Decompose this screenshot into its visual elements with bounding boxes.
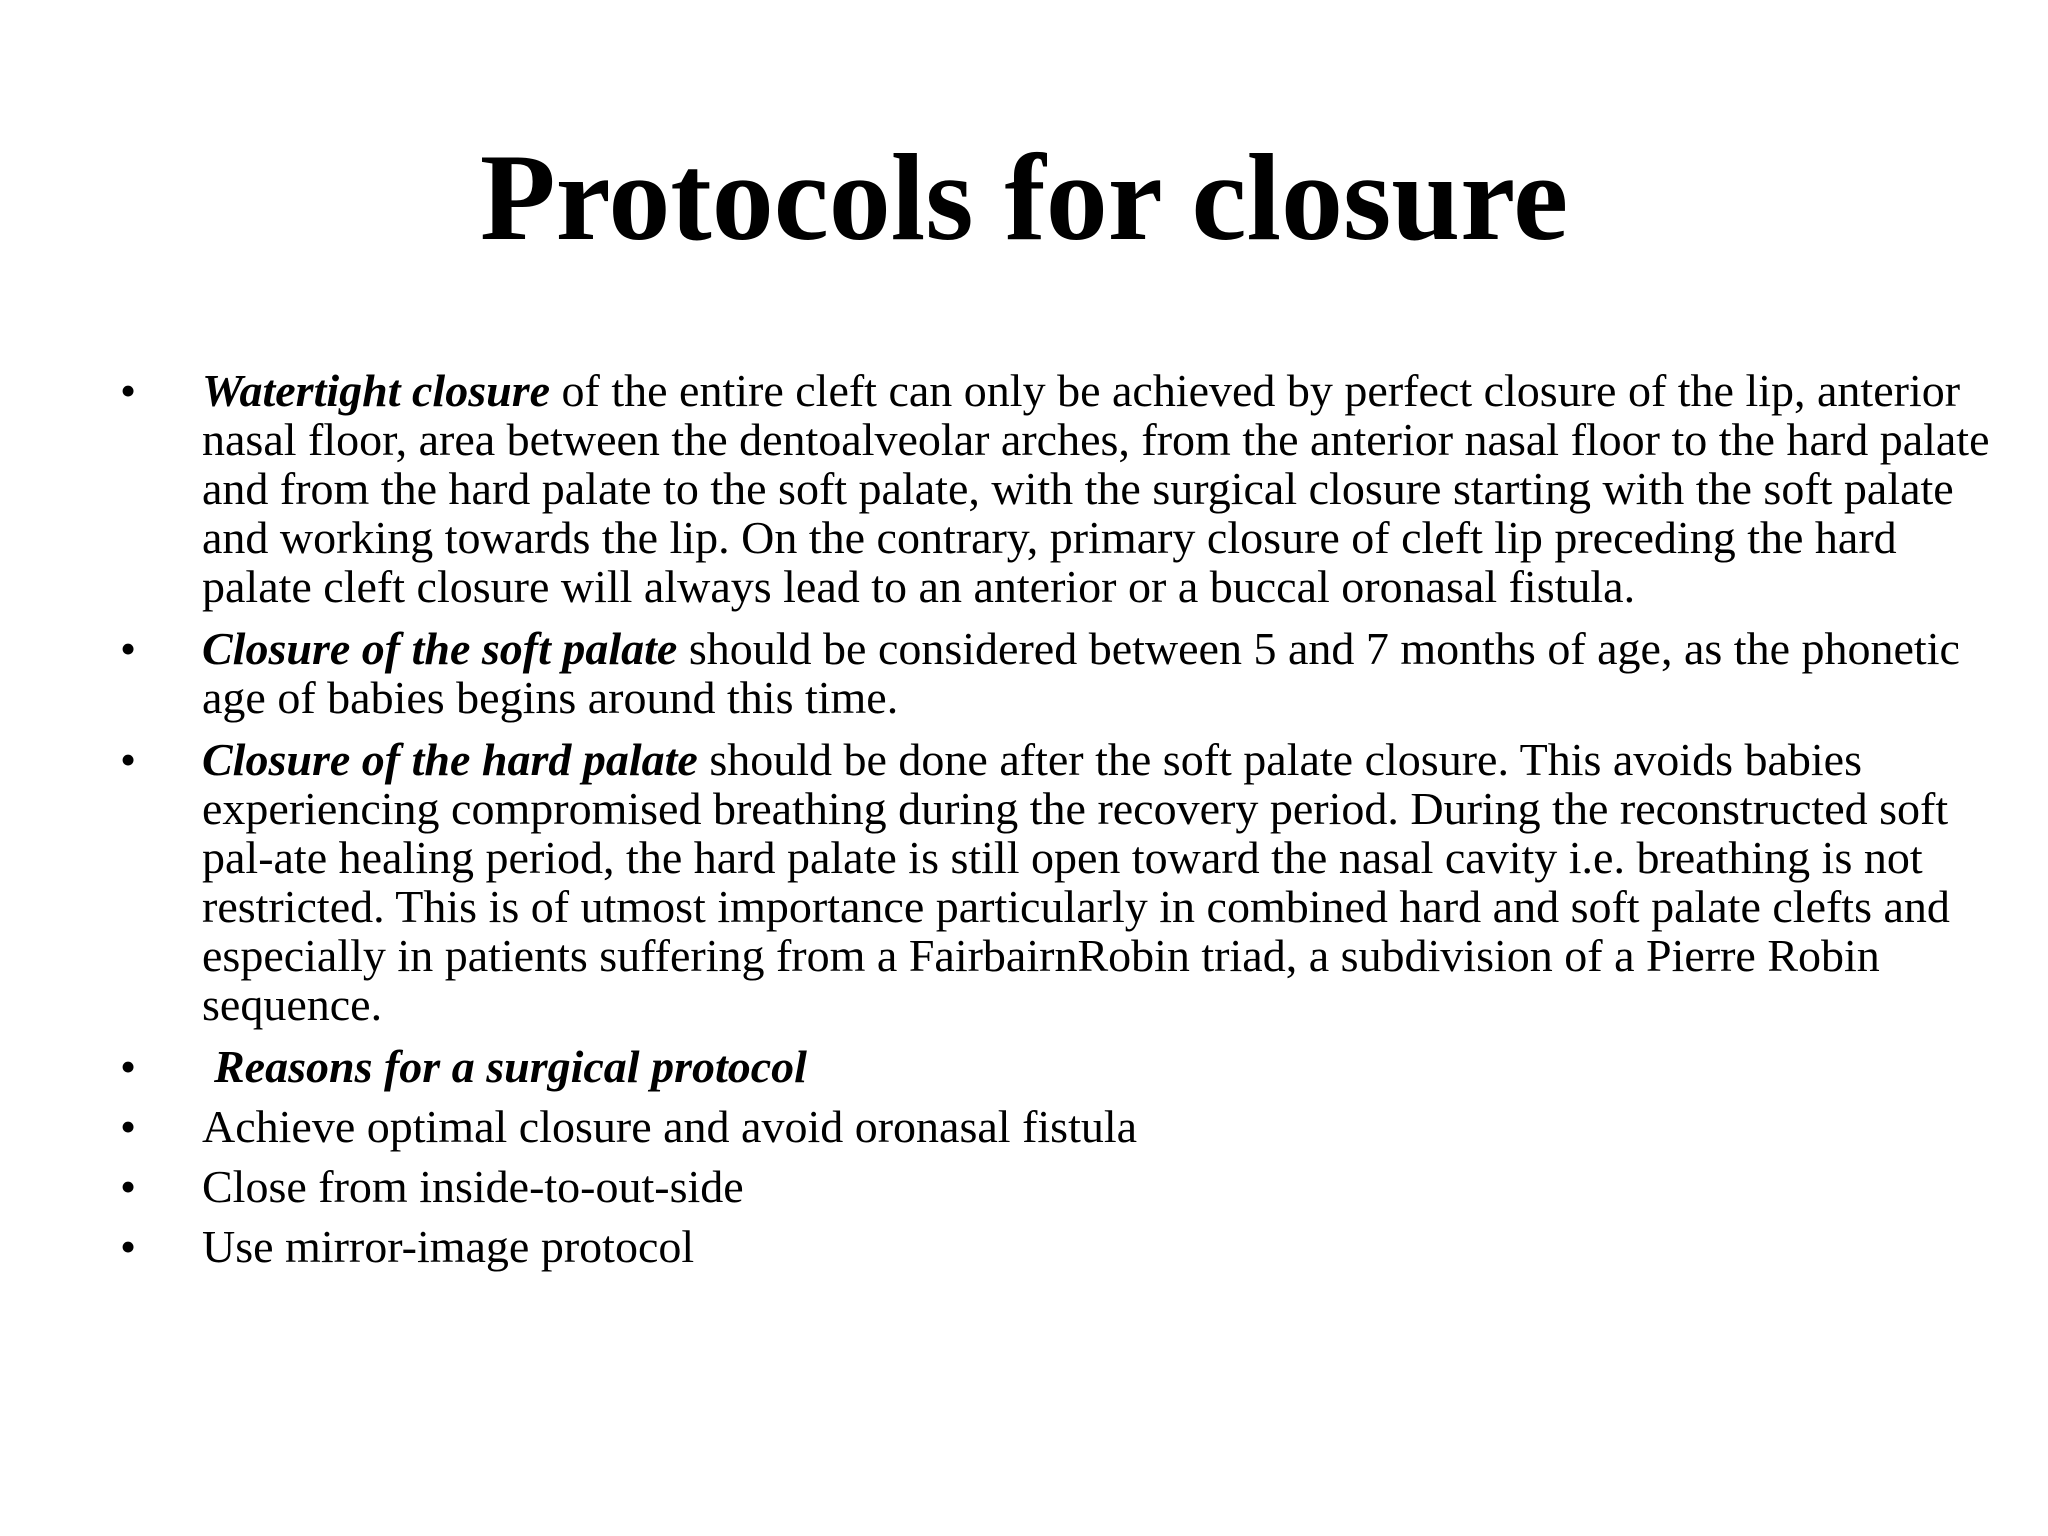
bullet-lead: Closure of the hard palate — [202, 734, 698, 785]
bullet-item-watertight-closure — [120, 366, 2000, 611]
bullet-text: should be considered between 5 and 7 months of age, as the phonetic age of babies begins around this time. — [202, 623, 1960, 723]
bullet-lead: Reasons for a surgical protocol — [214, 1041, 807, 1092]
bullet-marker: • — [120, 623, 137, 674]
bullet-lead: Watertight closure — [202, 365, 551, 416]
bullet-item-reasons — [120, 1042, 2000, 1091]
bullet-marker: • — [120, 1041, 137, 1092]
bullet-item-soft-palate — [120, 624, 2000, 722]
bullet-marker: • — [120, 1221, 137, 1272]
bullet-marker: • — [120, 365, 137, 416]
bullet-item-hard-palate — [120, 735, 2000, 1029]
bullet-item-mirror-image — [120, 1222, 2000, 1271]
bullet-item-optimal-closure — [120, 1102, 2000, 1151]
bullet-text: should be done after the soft palate closure. This avoids babies experiencing compromised breathing during the recovery period. During the reconstructed soft pal-ate healing period, the hard palate is still open toward the nasal cavity i.e. breathing is not restricted. This is of utmost importance particularly in combined hard and soft palate clefts and especially in patients suffering from a FairbairnRobin triad, a subdivision of a Pierre Robin sequence. — [202, 734, 1950, 1030]
bullet-item-inside-out — [120, 1162, 2000, 1211]
bullet-text: of the entire cleft can only be achieved by perfect closure of the lip, anterior nasal floor, area between the dentoalveolar arches, from the anterior nasal floor to the hard palate and from the hard palate to the soft palate, with the surgical closure starting with the soft palate and working towards the lip. On the contrary, primary closure of cleft lip preceding the hard palate cleft closure will always lead to an anterior or a buccal oronasal fistula. — [202, 365, 1990, 612]
bullet-list — [120, 366, 2000, 1282]
bullet-text: Use mirror-image protocol — [202, 1221, 695, 1272]
bullet-text: Achieve optimal closure and avoid oronasal fistula — [202, 1101, 1138, 1152]
bullet-text: Close from inside-to-out-side — [202, 1161, 744, 1212]
bullet-marker: • — [120, 1101, 137, 1152]
slide-title: Protocols for closure — [479, 129, 1569, 266]
bullet-marker: • — [120, 734, 137, 785]
bullet-marker: • — [120, 1161, 137, 1212]
bullet-lead: Closure of the soft palate — [202, 623, 678, 674]
